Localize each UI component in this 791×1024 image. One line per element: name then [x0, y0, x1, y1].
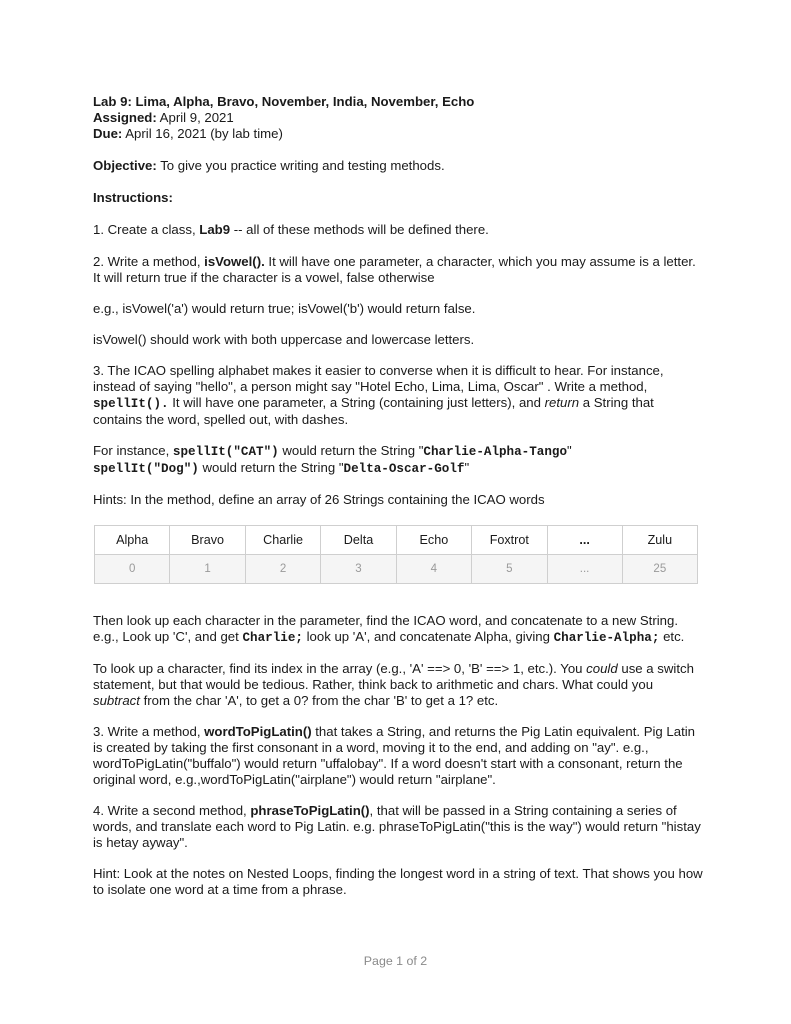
table-cell: 1	[170, 555, 245, 584]
table-cell: Echo	[396, 526, 471, 555]
step-2-note: isVowel() should work with both uppercase and lowercase letters.	[93, 332, 475, 347]
table-cell: ...	[547, 555, 622, 584]
index-paragraph: To look up a character, find its index in the array (e.g., 'A' ==> 0, 'B' ==> 1, etc.). You could use a switch statement, but that would be tedious. Rather, think back to arithmetic and chars. What could you subtract from the char 'A', to get a 0? from the char 'B' to get a 1? etc.	[93, 661, 694, 708]
lookup-paragraph: Then look up each character in the parameter, find the ICAO word, and concatenate to a new String. e.g., Look up 'C', and get Charlie; look up 'A', and concatenate Alpha, giving Charlie-Alpha; etc.	[93, 613, 685, 645]
due-line: Due: April 16, 2021 (by lab time)	[93, 126, 283, 141]
step-3-example: For instance, spellIt("CAT") would return the String "Charlie-Alpha-Tango" spellIt("Dog") would return the String "Delta-Oscar-Golf"	[93, 443, 572, 476]
step-3: 3. The ICAO spelling alphabet makes it easier to converse when it is difficult to hear. For instance, instead of saying "hello", a person might say "Hotel Echo, Lima, Lima, Oscar" . Write a method, spellIt(). It will have one parameter, a String (containing just letters), and return a String that contains the word, spelled out, with dashes.	[93, 363, 664, 427]
document-page	[93, 94, 703, 898]
icao-words-row	[95, 526, 698, 555]
instructions-heading: Instructions:	[93, 190, 173, 205]
table-cell: Alpha	[95, 526, 170, 555]
table-cell: 5	[472, 555, 548, 584]
table-cell: Foxtrot	[472, 526, 548, 555]
table-cell: 2	[245, 555, 321, 584]
final-hint: Hint: Look at the notes on Nested Loops, finding the longest word in a string of text. That shows you how to isolate one word at a time from a phrase.	[93, 866, 703, 897]
lab-title: Lab 9: Lima, Alpha, Bravo, November, India, November, Echo	[93, 94, 475, 109]
step-2-example: e.g., isVowel('a') would return true; isVowel('b') would return false.	[93, 301, 476, 316]
table-cell: ...	[547, 526, 622, 555]
table-cell: Delta	[321, 526, 396, 555]
icao-table	[94, 525, 698, 584]
table-cell: 25	[622, 555, 697, 584]
assigned-line: Assigned: April 9, 2021	[93, 110, 234, 125]
table-cell: 4	[396, 555, 471, 584]
table-cell: Charlie	[245, 526, 321, 555]
step-2: 2. Write a method, isVowel(). It will have one parameter, a character, which you may assume is a letter. It will return true if the character is a vowel, false otherwise	[93, 254, 696, 285]
page-number: Page 1 of 2	[363, 954, 428, 968]
step-pig-latin-word: 3. Write a method, wordToPigLatin() that takes a String, and returns the Pig Latin equivalent. Pig Latin is created by taking the first consonant in a word, moving it to the end, and adding on "ay". e.g., wordToPigLatin("buffalo") would return "uffalobay". If a word doesn't start with a consonant, return the original word, e.g.,wordToPigLatin("airplane") would return "airplane".	[93, 724, 696, 787]
objective: Objective: To give you practice writing and testing methods.	[93, 158, 445, 173]
table-cell: 3	[321, 555, 396, 584]
table-cell: Zulu	[622, 526, 697, 555]
hints: Hints: In the method, define an array of 26 Strings containing the ICAO words	[93, 492, 545, 507]
table-cell: 0	[95, 555, 170, 584]
step-pig-latin-phrase: 4. Write a second method, phraseToPigLatin(), that will be passed in a String containing a series of words, and translate each word to Pig Latin. e.g. phraseToPigLatin("this is the way") would return "histay is hetay ayway".	[93, 803, 701, 850]
step-1: 1. Create a class, Lab9 -- all of these methods will be defined there.	[93, 222, 489, 237]
icao-index-row	[95, 555, 698, 584]
table-cell: Bravo	[170, 526, 245, 555]
